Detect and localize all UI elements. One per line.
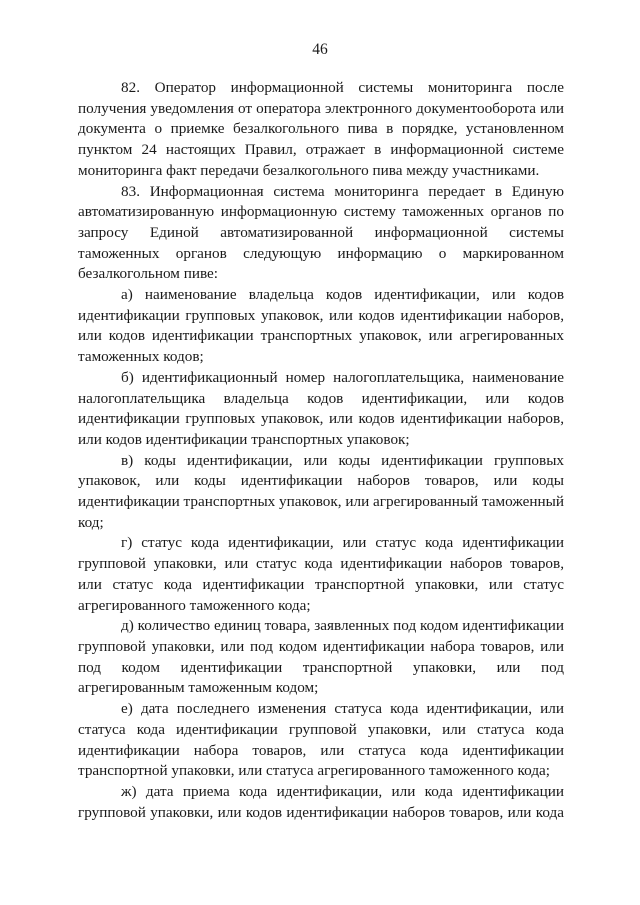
paragraph-item-v: в) коды идентификации, или коды идентификации групповых упаковок, или коды идентификации наборов товаров, или коды идентификации транспортных упаковок, или агрегированный таможенный код;: [78, 451, 564, 531]
paragraph-item-e: е) дата последнего изменения статуса кода идентификации, или статуса кода идентификации групповой упаковки, или статуса кода идентификации набора товаров, или статуса кода идентификации транспортной упаковки, или статуса агрегированного таможенного кода;: [78, 700, 564, 780]
paragraph-item-b: б) идентификационный номер налогоплательщика, наименование налогоплательщика владельца кодов идентификации, или кодов идентификации групповых упаковок, или кодов идентификации наборов, или кодов идентификации транспортных упаковок;: [78, 368, 564, 448]
paragraph-83: 83. Информационная система мониторинга передает в Единую автоматизированную информационную систему таможенных органов по запросу Единой автоматизированной информационной системы таможенных органов следующую информацию о маркированном безалкогольном пиве:: [78, 182, 564, 283]
paragraph-item-a: а) наименование владельца кодов идентификации, или кодов идентификации групповых упаковок, или кодов идентификации наборов, или кодов идентификации транспортных упаковок, или агрегированных таможенных кодов;: [78, 286, 564, 366]
document-body: [78, 78, 564, 823]
paragraph-item-d: д) количество единиц товара, заявленных под кодом идентификации групповой упаковки, или под кодом идентификации набора товаров, или под кодом идентификации транспортной упаковки, или под агрегированным таможенным кодом;: [78, 617, 564, 697]
paragraph-82: 82. Оператор информационной системы мониторинга после получения уведомления от оператора электронного документооборота или документа о приемке безалкогольного пива в порядке, установленном пунктом 24 настоящих Правил, отражает в информационной системе мониторинга факт передачи безалкогольного пива между участниками.: [78, 79, 564, 179]
page-number: 46: [312, 41, 328, 58]
paragraph-item-zh: ж) дата приема кода идентификации, или кода идентификации групповой упаковки, или кодов идентификации наборов товаров, или кода: [78, 782, 564, 821]
paragraph-item-g: г) статус кода идентификации, или статус кода идентификации групповой упаковки, или статус кода идентификации наборов товаров, или статус кода идентификации транспортной упаковки, или статус агрегированного таможенного кода;: [78, 534, 564, 614]
